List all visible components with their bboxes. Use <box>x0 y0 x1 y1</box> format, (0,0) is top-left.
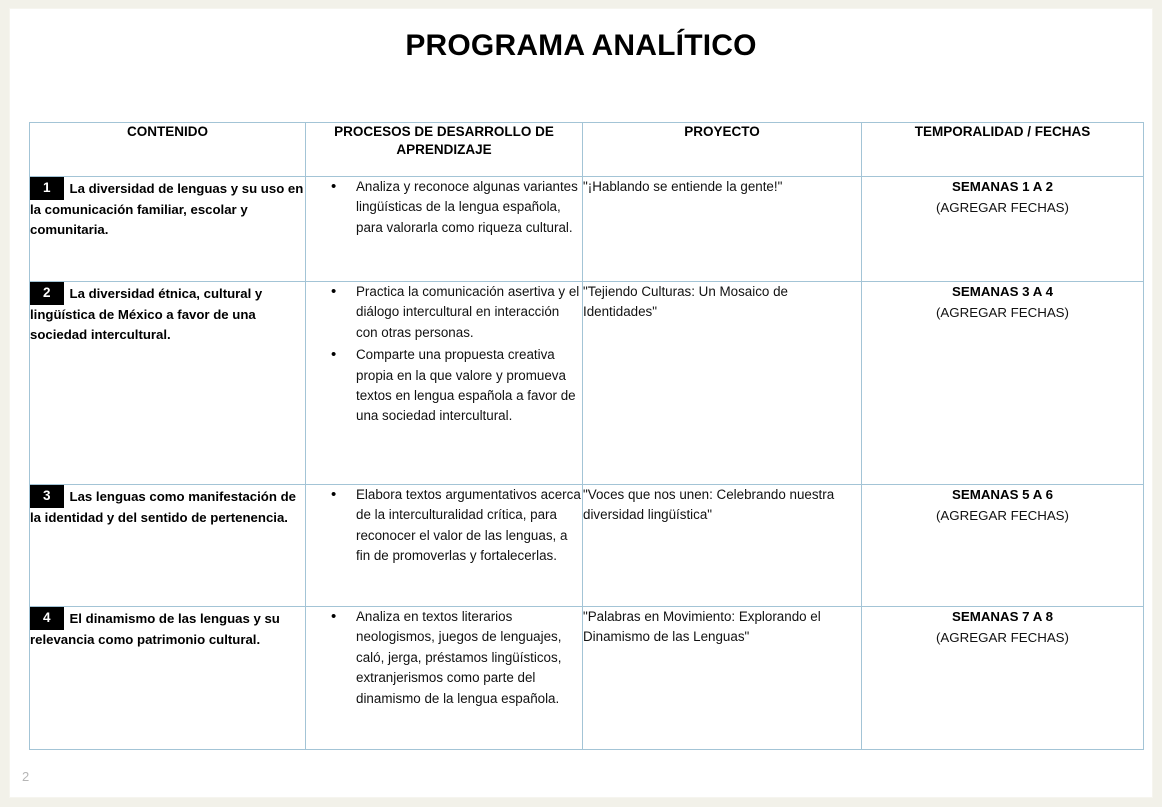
contenido-label: Las lenguas como manifestación de la identidad y del sentido de pertenencia. <box>30 489 296 525</box>
cell-procesos <box>306 177 583 282</box>
proyecto-text: "Palabras en Movimiento: Explorando el Dinamismo de las Lenguas" <box>583 609 821 645</box>
procesos-list <box>306 177 582 238</box>
temporalidad-semanas: SEMANAS 5 A 6 <box>952 487 1053 502</box>
contenido-text <box>30 177 305 240</box>
page-number: 2 <box>22 769 30 784</box>
content-number-badge: 2 <box>30 282 64 305</box>
cell-proyecto <box>583 282 862 485</box>
cell-proyecto <box>583 177 862 282</box>
temporalidad-semanas: SEMANAS 1 A 2 <box>952 179 1053 194</box>
table-row <box>30 607 1144 750</box>
column-header-proyecto: PROYECTO <box>583 123 862 177</box>
list-item: • Analiza en textos literarios neologismos, juegos de lenguajes, caló, jerga, préstamos lingüísticos, extranjerismos como parte del dinamismo de la lengua española. <box>356 607 582 709</box>
cell-procesos <box>306 282 583 485</box>
temporalidad-fechas: (AGREGAR FECHAS) <box>936 507 1069 523</box>
content-number-badge: 4 <box>30 607 64 630</box>
temporalidad-semanas: SEMANAS 7 A 8 <box>952 609 1053 624</box>
proyecto-text: "Tejiendo Culturas: Un Mosaico de Identidades" <box>583 284 788 320</box>
content-number-badge: 1 <box>30 177 64 200</box>
list-item: • Comparte una propuesta creativa propia en la que valore y promueva textos en lengua española a favor de una sociedad intercultural. <box>356 345 582 427</box>
cell-temporalidad <box>862 177 1144 282</box>
temporalidad-semanas: SEMANAS 3 A 4 <box>952 284 1053 299</box>
cell-proyecto <box>583 607 862 750</box>
contenido-label: El dinamismo de las lenguas y su relevancia como patrimonio cultural. <box>30 611 280 647</box>
page-title: PROGRAMA ANALÍTICO <box>405 29 757 62</box>
cell-temporalidad <box>862 282 1144 485</box>
list-item: • Practica la comunicación asertiva y el diálogo intercultural en interacción con otras personas. <box>356 282 582 343</box>
cell-temporalidad <box>862 485 1144 607</box>
temporalidad-fechas: (AGREGAR FECHAS) <box>936 199 1069 215</box>
temporalidad-fechas: (AGREGAR FECHAS) <box>936 629 1069 645</box>
column-header-contenido: CONTENIDO <box>30 123 306 177</box>
cell-contenido <box>30 282 306 485</box>
contenido-text <box>30 607 305 650</box>
contenido-label: La diversidad de lenguas y su uso en la comunicación familiar, escolar y comunitaria. <box>30 181 304 237</box>
content-number-badge: 3 <box>30 485 64 508</box>
program-table-container <box>29 122 1143 750</box>
cell-procesos <box>306 485 583 607</box>
column-header-temporalidad: TEMPORALIDAD / FECHAS <box>862 123 1144 177</box>
table-row <box>30 282 1144 485</box>
column-header-procesos: PROCESOS DE DESARROLLO DE APRENDIZAJE <box>306 123 583 177</box>
procesos-list <box>306 282 582 427</box>
slide-page <box>9 8 1153 798</box>
cell-contenido <box>30 485 306 607</box>
cell-temporalidad <box>862 607 1144 750</box>
contenido-text <box>30 485 305 528</box>
contenido-text <box>30 282 305 345</box>
table-header <box>30 123 1144 177</box>
list-item: • Analiza y reconoce algunas variantes lingüísticas de la lengua española, para valorarla como riqueza cultural. <box>356 177 582 238</box>
cell-proyecto <box>583 485 862 607</box>
table-body <box>30 177 1144 750</box>
temporalidad-fechas: (AGREGAR FECHAS) <box>936 304 1069 320</box>
table-row <box>30 485 1144 607</box>
procesos-list <box>306 485 582 567</box>
table-row <box>30 177 1144 282</box>
table-header-row <box>30 123 1144 177</box>
proyecto-text: "¡Hablando se entiende la gente!" <box>583 179 783 194</box>
program-table <box>29 122 1144 750</box>
cell-contenido <box>30 177 306 282</box>
cell-contenido <box>30 607 306 750</box>
procesos-list <box>306 607 582 709</box>
list-item: • Elabora textos argumentativos acerca de la interculturalidad crítica, para reconocer el valor de las lenguas, a fin de promoverlas y fortalecerlas. <box>356 485 582 567</box>
proyecto-text: "Voces que nos unen: Celebrando nuestra diversidad lingüística" <box>583 487 835 523</box>
contenido-label: La diversidad étnica, cultural y lingüística de México a favor de una sociedad intercultural. <box>30 286 263 342</box>
cell-procesos <box>306 607 583 750</box>
